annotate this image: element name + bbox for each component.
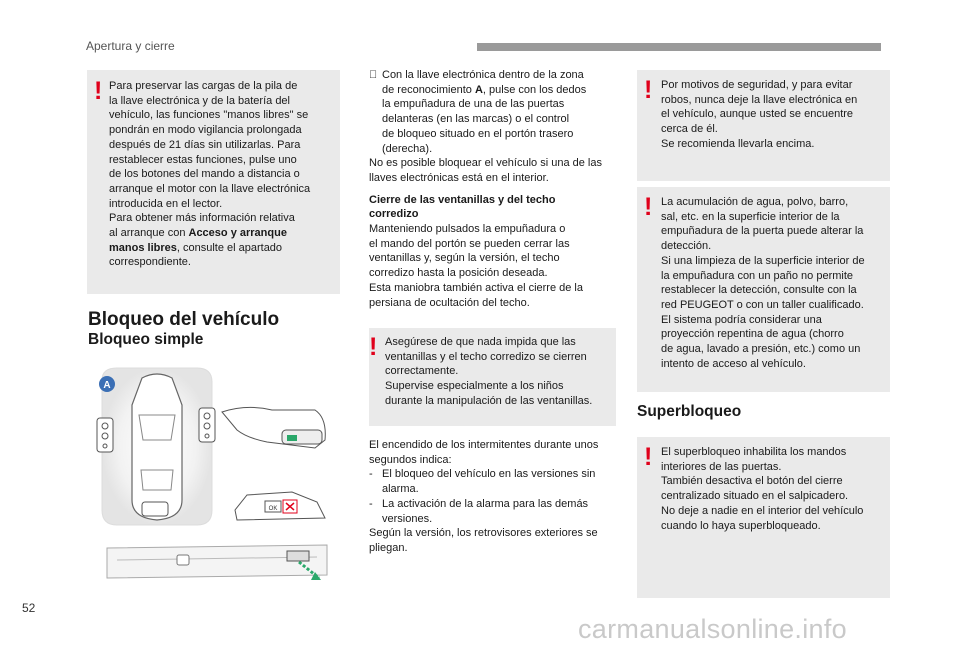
heading-vehicle-locking: Bloqueo del vehículo — [88, 309, 280, 330]
col2-upper-text: Con la llave electrónica dentro de la zona de reconocimiento A, pulse con los dedos la empuñadura de una de las puertas delanteras (en las marcas) o el control de bloqueo situado en el portón trasero (derecha). No es posible bloquear el vehículo si una de las llaves electrónicas está en el interior. Cierre de las ventanillas y del techo corredizo Manteniendo pulsados la empuñadura o el mando del portón se pueden cerrar las ventanillas y, según la versión, el techo corredizo hasta la posición deseada. Esta maniobra también activa el cierre de la persiana de ocultación del techo. — [369, 69, 602, 309]
locking-illustration — [87, 360, 340, 608]
warning-box-windows: ! Asegúrese de que nada impida que las ventanillas y el techo corredizo se cierren correctamente. Supervise especialmente a los niños durante la manipulación de las ventanillas. — [369, 328, 616, 426]
warning-icon: ! — [644, 443, 653, 471]
ok-label: OK — [268, 506, 278, 512]
car-top-view — [132, 374, 182, 520]
heading-simple-locking: Bloqueo simple — [88, 331, 204, 348]
section-title: Apertura y cierre — [86, 39, 175, 53]
warning-box-handle-detection: ! La acumulación de agua, polvo, barro, sal, etc. en la superficie interior de la empuñadura de la puerta puede alterar la detección. Si una limpieza de la superficie interior de la empuñadura con un paño no permite restablecer la detección, consulte con la red PEUGEOT o con un taller cualificado. El sistema podría considerar una proyección repentina de agua (chorro de agua, lavado a presión, etc.) como un intento de acceso al vehículo. — [637, 187, 890, 392]
col2-lower-text: El encendido de los intermitentes durante unos segundos indica: - El bloqueo del vehículo en las versiones sin alarma. - La activación de la alarma para las demás versiones. Según la versión, los retrovisores exteriores se pliegan. — [369, 439, 599, 554]
step-marker-icon — [369, 68, 382, 83]
warning-box-superlocking: ! El superbloqueo inhabilita los mandos interiores de las puertas. También desactiva el botón del cierre centralizado situado en el salpicadero. No deje a nadie en el interior del vehículo cuando lo haya superbloqueado. — [637, 437, 890, 598]
key-fob-right — [199, 408, 215, 442]
page-number: 52 — [22, 601, 36, 615]
warning-box-security: ! Por motivos de seguridad, y para evitar robos, nunca deje la llave electrónica en el vehículo, aunque usted se encuentre cerca de él. Se recomienda llevarla encima. — [637, 70, 890, 181]
key-fob-left — [97, 418, 113, 452]
warning-icon: ! — [644, 193, 653, 221]
warning-icon: ! — [644, 76, 653, 104]
badge-a-label: A — [103, 380, 111, 391]
header-bar — [477, 43, 881, 51]
heading-superlocking: Superbloqueo — [637, 403, 742, 420]
warning-icon: ! — [94, 77, 103, 105]
key-fob-bottom — [142, 502, 168, 516]
watermark-url: carmanualsonline.info — [578, 614, 847, 644]
warning-box-battery — [87, 70, 340, 294]
warning-text: Para preservar las cargas de la pila de la llave electrónica y de la batería del vehículo, las funciones "manos libres" se pondrán en modo vigilancia prolongada después de 21 días sin utilizarlas. Para restablecer estas funciones, pulse uno de los botones del mando a distancia o arranque el motor con la llave electrónica introducida en el lector. Para obtener más información relativa al arranque con Acceso y arranque manos libres, consulte el apartado correspondiente. — [109, 80, 311, 269]
warning-icon: ! — [369, 333, 378, 361]
